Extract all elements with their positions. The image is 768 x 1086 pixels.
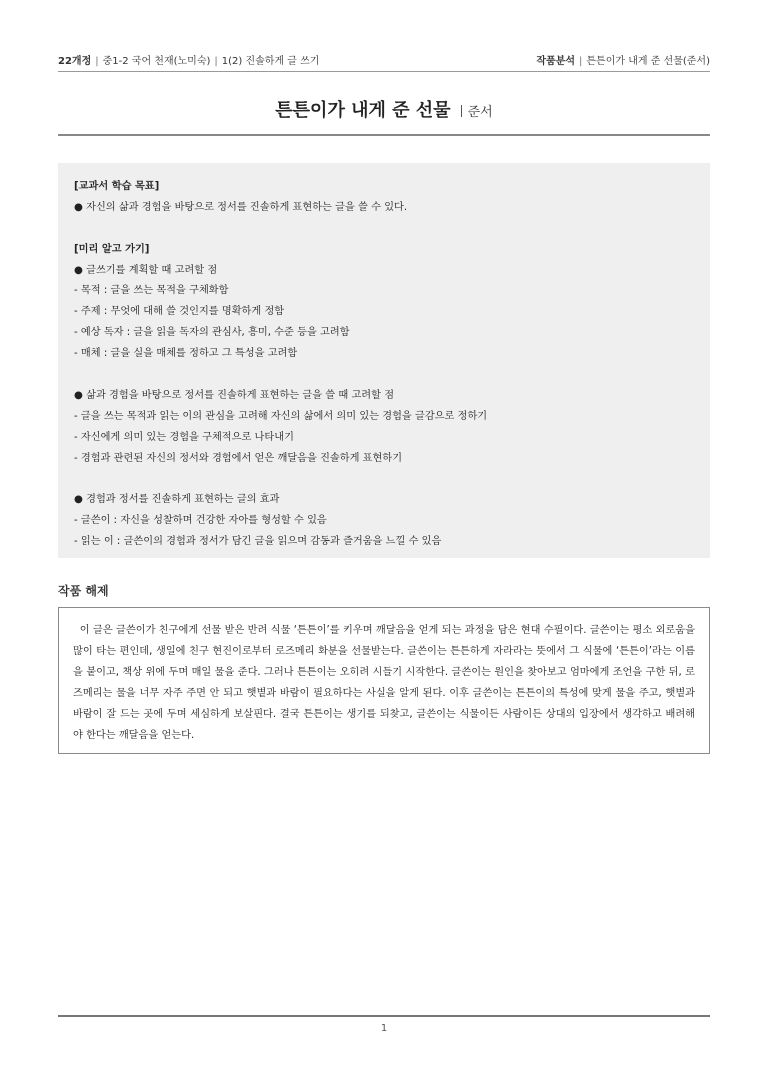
title-divider	[461, 105, 462, 117]
header-curriculum: 22개정	[58, 56, 92, 67]
info-line: - 읽는 이 : 글쓴이의 경험과 정서가 담긴 글을 읽으며 감동과 즐거움을 느낄 수 있음	[74, 536, 442, 548]
work-summary-box	[58, 607, 710, 754]
author-name: 준서	[467, 105, 493, 120]
header-divider	[58, 71, 710, 72]
info-spacer	[74, 469, 694, 490]
info-line: - 예상 독자 : 글을 읽을 독자의 관심사, 흥미, 수준 등을 고려함	[74, 327, 350, 339]
header-work-title: 튼튼이가 내게 준 선물(준서)	[586, 56, 710, 67]
info-line: ● 글쓰기를 계획할 때 고려할 점	[74, 264, 218, 276]
info-line: ● 삶과 경험을 바탕으로 정서를 진솔하게 표현하는 글을 쓸 때 고려할 점	[74, 389, 395, 401]
info-line: ● 경험과 정서를 진솔하게 표현하는 글의 효과	[74, 494, 280, 506]
header-textbook: 중1-2 국어 천재(노미숙)	[102, 56, 211, 67]
page-header	[58, 52, 710, 68]
header-separator: |	[214, 56, 218, 67]
info-line: - 목적 : 글을 쓰는 목적을 구체화함	[74, 285, 229, 297]
info-line: - 매체 : 글을 실을 매체를 정하고 그 특성을 고려함	[74, 348, 298, 360]
info-spacer	[74, 365, 694, 386]
header-category: 작품분석	[536, 56, 576, 67]
info-spacer	[74, 219, 694, 240]
section-title: 작품 해제	[58, 584, 109, 598]
title-underline	[58, 134, 710, 136]
page-number: 1	[380, 1023, 388, 1034]
learning-info-box	[58, 163, 710, 558]
title-block	[0, 96, 768, 122]
info-line: ● 자신의 삶과 경험을 바탕으로 정서를 진솔하게 표현하는 글을 쓸 수 있다.	[74, 201, 408, 213]
page-title: 튼튼이가 내게 준 선물	[275, 100, 451, 121]
header-course-info	[58, 52, 319, 67]
header-work-info	[536, 52, 710, 67]
header-unit: 1(2) 진솔하게 글 쓰기	[221, 56, 320, 67]
info-line: - 자신에게 의미 있는 경험을 구체적으로 나타내기	[74, 431, 294, 443]
header-separator: |	[579, 56, 583, 67]
work-summary-text	[73, 620, 695, 746]
footer-divider	[58, 1015, 710, 1017]
info-line: - 주제 : 무엇에 대해 쓸 것인지를 명확하게 정함	[74, 306, 285, 318]
info-line: - 글을 쓰는 목적과 읽는 이의 관심을 고려해 자신의 삶에서 의미 있는 경험을 글감으로 정하기	[74, 410, 488, 422]
info-line: - 글쓴이 : 자신을 성찰하며 건강한 자아를 형성할 수 있음	[74, 515, 327, 527]
work-summary-body: 이 글은 글쓴이가 친구에게 선물 받은 반려 식물 ‘튼튼이’를 키우며 깨달음을 얻게 되는 과정을 담은 현대 수필이다. 글쓴이는 평소 외로움을 많이 타는 편인데, 생일에 친구 현진이로부터 로즈메리 화분을 선물받는다. 글쓴이는 튼튼하게 자라라는 뜻에서 그 식물에 ‘튼튼이’라는 이름을 붙이고, 책상 위에 두며 매일 물을 준다. 그러나 튼튼이는 오히려 시들기 시작한다. 글쓴이는 원인을 찾아보고 엄마에게 조언을 구한 뒤, 로즈메리는 물을 너무 자주 주면 안 되고 햇볕과 바람이 필요하다는 사실을 알게 된다. 이후 글쓴이는 튼튼이의 특성에 맞게 물을 주고, 햇볕과 바람이 잘 드는 곳에 두며 세심하게 보살핀다. 결국 튼튼이는 생기를 되찾고, 글쓴이는 식물이든 사람이든 상대의 입장에서 생각하고 배려해야 한다는 깨달음을 얻는다.	[73, 625, 696, 741]
info-heading-preview: [미리 알고 가기]	[74, 243, 150, 255]
header-separator: |	[95, 56, 99, 67]
info-heading-goal: [교과서 학습 목표]	[74, 181, 160, 192]
info-line: - 경험과 관련된 자신의 정서와 경험에서 얻은 깨달음을 진솔하게 표현하기	[74, 452, 403, 464]
